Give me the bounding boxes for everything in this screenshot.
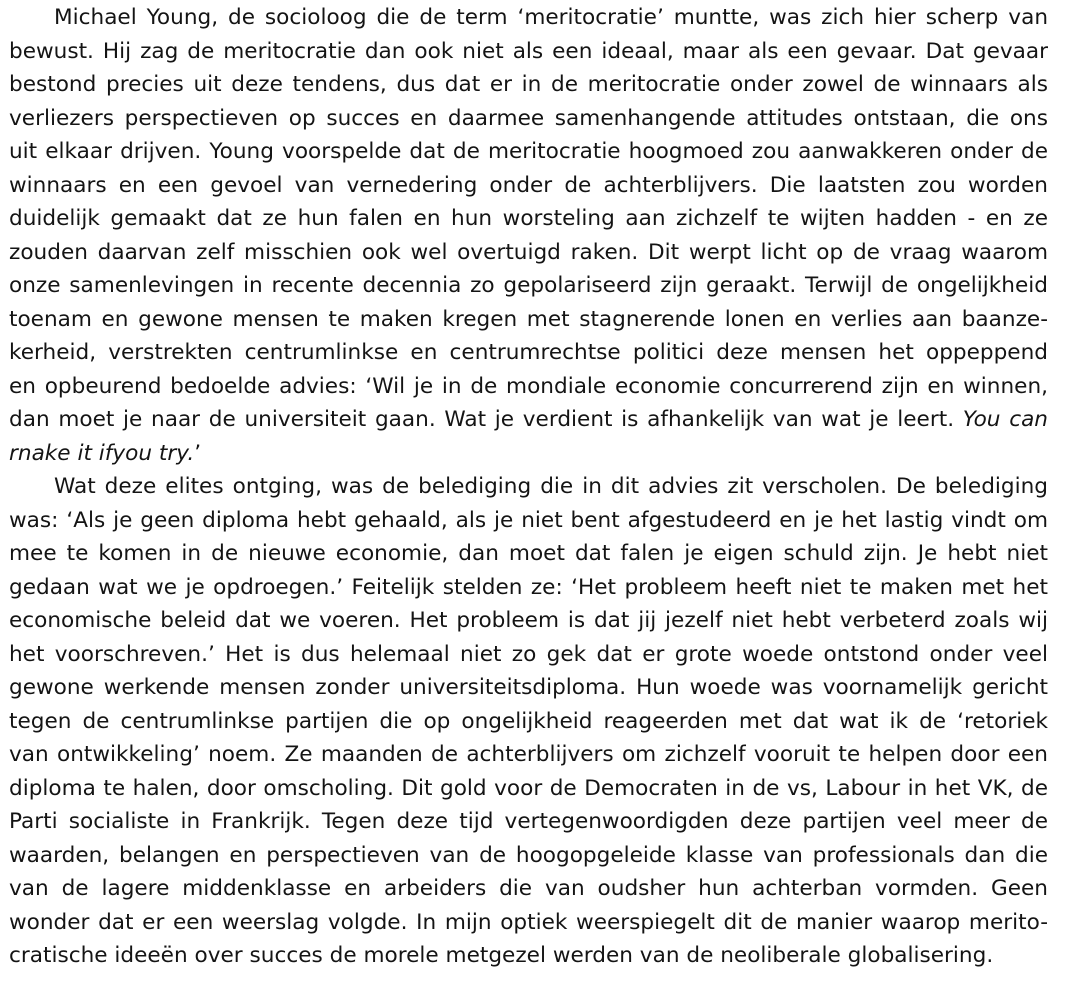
- paragraph-2: [9, 470, 1048, 973]
- text-line: was: ‘Als je geen diploma hebt gehaald, als je niet bent afgestudeerd en je het lastig vindt om: [9, 507, 1048, 533]
- text-line: waarden, belangen en perspectieven van de hoogopgeleide klasse van professionals dan die: [9, 842, 1048, 868]
- text-line: wonder dat er een weerslag volgde. In mijn optiek weerspiegelt dit de manier waarop merito-: [9, 909, 1048, 935]
- text-line: mee te komen in de nieuwe economie, dan moet dat falen je eigen schuld zijn. Je hebt niet: [9, 541, 1048, 566]
- text-line: Wat deze elites ontging, was de belediging die in dit advies zit verscholen. De belediging: [54, 474, 1048, 499]
- text-run: dan moet je naar de universiteit gaan. Wat je verdient is afhankelijk van wat je leert.: [9, 407, 955, 432]
- text-line: cratische ideeën over succes de morele metgezel werden van de neoliberale globalisering.: [9, 943, 994, 968]
- text-line: van de lagere middenklasse en arbeiders die van oudsher hun achterban vormden. Geen: [9, 876, 1048, 901]
- text-line: onze samenlevingen in recente decennia zo gepolariseerd zijn geraakt. Terwijl de ongelijkheid: [9, 273, 1048, 298]
- text-line: Parti socialiste in Frankrijk. Tegen deze tijd vertegenwoordigden deze partijen veel meer de: [9, 809, 1048, 834]
- text-line: bestond precies uit deze tendens, dus dat er in de meritocratie onder zowel de winnaars als: [9, 72, 1048, 97]
- text-line: bewust. Hij zag de meritocratie dan ook niet als een ideaal, maar als een gevaar. Dat gevaar: [9, 38, 1048, 64]
- text-line: tegen de centrumlinkse partijen die op ongelijkheid reageerden met dat wat ik de ‘retoriek: [9, 708, 1048, 734]
- text-line: [9, 437, 1048, 471]
- closing-quote: ’: [194, 440, 202, 466]
- text-line: verliezers perspectieven op succes en daarmee samenhangende attitudes ontstaan, die ons: [9, 105, 1048, 131]
- text-line: winnaars en een gevoel van vernedering onder de achterblijvers. Die laatsten zou worden: [9, 172, 1048, 198]
- text-line: zouden daarvan zelf misschien ook wel overtuigd raken. Dit werpt licht op de vraag waarom: [9, 239, 1048, 265]
- italic-text: You can: [962, 407, 1048, 432]
- text-line: Michael Young, de socioloog die de term ‘meritocratie’ muntte, was zich hier scherp van: [54, 5, 1048, 30]
- text-line: uit elkaar drijven. Young voorspelde dat de meritocratie hoogmoed zou aanwakkeren onder de: [9, 139, 1048, 164]
- text-line: kerheid, verstrekten centrumlinkse en centrumrechtse politici deze mensen het oppeppend: [9, 340, 1048, 365]
- text-line: gedaan wat we je opdroegen.’ Feitelijk stelden ze: ‘Het probleem heeft niet te maken met het: [9, 574, 1048, 600]
- paragraph-1: [9, 1, 1048, 470]
- text-line: gewone werkende mensen zonder universiteitsdiploma. Hun woede was voornamelijk gericht: [9, 675, 1048, 700]
- italic-text: rnake it ifyou try.: [9, 440, 195, 466]
- text-line: toenam en gewone mensen te maken kregen met stagnerende lonen en verlies aan baanze-: [9, 306, 1048, 332]
- text-line: [9, 403, 1048, 437]
- text-line: het voorschreven.’ Het is dus helemaal niet zo gek dat er grote woede ontstond onder veel: [9, 641, 1048, 667]
- text-line: van ontwikkeling’ noem. Ze maanden de achterblijvers om zichzelf vooruit te helpen door een: [9, 742, 1048, 767]
- text-line: duidelijk gemaakt dat ze hun falen en hun worsteling aan zichzelf te wijten hadden - en ze: [9, 206, 1048, 231]
- document-page: [0, 1, 1065, 981]
- text-line: en opbeurend bedoelde advies: ‘Wil je in de mondiale economie concurrerend zijn en winnen,: [9, 373, 1048, 399]
- text-line: economische beleid dat we voeren. Het probleem is dat jij jezelf niet hebt verbeterd zoals wij: [9, 608, 1048, 633]
- text-line: diploma te halen, door omscholing. Dit gold voor de Democraten in de vs, Labour in het VK, de: [9, 775, 1048, 801]
